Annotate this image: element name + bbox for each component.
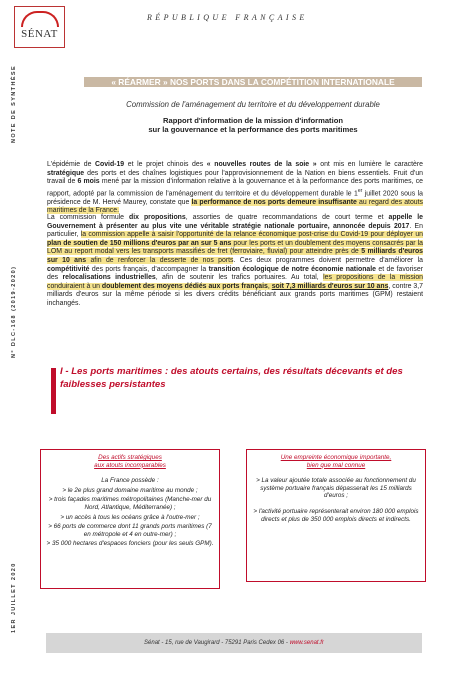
- list-item: > le 2e plus grand domaine maritime au monde ;: [62, 486, 198, 494]
- box-left-heading: Des actifs stratégiques aux atouts incomparables: [94, 454, 166, 469]
- list-item: > 35 000 hectares d'espaces fonciers (pour les seuls GPM).: [46, 540, 214, 548]
- section-title: I - Les ports maritimes : des atouts certains, des résultats décevants et des faiblesses persistantes: [60, 366, 403, 390]
- list-item: > trois façades maritimes métropolitaines (Manche-mer du Nord, Atlantique, Méditerranée) ;: [48, 496, 212, 511]
- side-doc-ref: N° DLC-168 (2019-2020): [11, 265, 17, 358]
- side-note-label: NOTE DE SYNTHÈSE: [11, 64, 17, 143]
- commission-name: Commission de l'aménagement du territoire et du développement durable: [126, 100, 380, 109]
- section-marker: [51, 368, 56, 414]
- list-item: > La valeur ajoutée totale associée au fonctionnement du système portuaire français dépasserait les 15 milliards d'euros ;: [256, 477, 416, 500]
- strategic-assets-box: [40, 449, 220, 589]
- side-date: 1ER JUILLET 2020: [11, 562, 17, 633]
- report-title: [84, 116, 422, 134]
- box-left-intro: La France possède :: [101, 477, 159, 485]
- box-right-heading: Une empreinte économique importante, bien que mal connue: [280, 454, 392, 469]
- footer: [46, 633, 422, 653]
- logo-text: SÉNAT: [21, 28, 58, 40]
- logo-arc-icon: [21, 11, 59, 27]
- republic-header: RÉPUBLIQUE FRANÇAISE: [147, 13, 308, 22]
- intro-paragraph: L'épidémie de Covid-19 et le projet chinois des « nouvelles routes de la soie » ont mis en lumière le caractère stratégique des ports et des chaînes logistiques pour l'approvisionnement de la Nation en biens essentiels. Fruit d'un travail de 6 mois mené par la mission d'information relative à la gouvernance et à la performance des ports maritimes, ce rapport, adopté par la commission de l'aménagement du territoire et du développement durable le 1er juillet 2020 sous la présidence de M. Hervé Maurey, constate que la performance de nos ports demeure insuffisante au regard des atouts maritimes de la France.: [47, 161, 423, 215]
- report-title-line1: Rapport d'information de la mission d'information: [163, 116, 343, 125]
- senat-logo: [14, 6, 65, 48]
- list-item: > l'activité portuaire représenterait environ 180 000 emplois directs et plus de 350 000 emplois directs et indirects.: [253, 507, 419, 523]
- list-item: > un accès à tous les océans grâce à l'outre-mer ;: [60, 513, 200, 521]
- footer-address: Sénat - 15, rue de Vaugirard - 75291 Paris Cedex 06 -: [144, 640, 290, 646]
- proposals-paragraph: La commission formule dix propositions, assorties de quatre recommandations de court terme et appelle le Gouvernement à présenter au plus vite une véritable stratégie nationale portuaire, annoncée depuis 2017. En particulier, la commission appelle à saisir l'opportunité de la relance économique post-crise du Covid-19 pour déployer un plan de soutien de 150 millions d'euros par an sur 5 ans pour les ports et un doublement des moyens consacrés par la LOM au report modal vers les transports massifiés de fret (ferroviaire, fluvial) pour atteindre près de 5 milliards d'euros sur 10 ans afin de renforcer la desserte de nos ports. Ces deux programmes doivent permettre d'améliorer la compétitivité des ports français, d'accompagner la transition écologique de notre économie nationale et de favoriser des relocalisations industrielles, afin de soutenir les trafics portuaires. Au total, les propositions de la mission conduiraient à un doublement des moyens dédiés aux ports français, soit 7,3 milliards d'euros sur 10 ans, contre 3,7 milliards d'euros sur la même période si les divers crédits bénéficiant aux grands ports maritimes (GPM) restaient inchangés.: [47, 214, 424, 307]
- economic-footprint-box: [246, 449, 426, 582]
- list-item: > 66 ports de commerce dont 11 grands ports maritimes (7 en métropole et 4 en outre-mer) ;: [48, 523, 212, 538]
- website-link[interactable]: www.senat.fr: [289, 640, 324, 646]
- report-title-line2: sur la gouvernance et la performance des ports maritimes: [148, 125, 358, 134]
- title-banner: « RÉARMER » NOS PORTS DANS LA COMPÉTITION INTERNATIONALE: [84, 77, 422, 87]
